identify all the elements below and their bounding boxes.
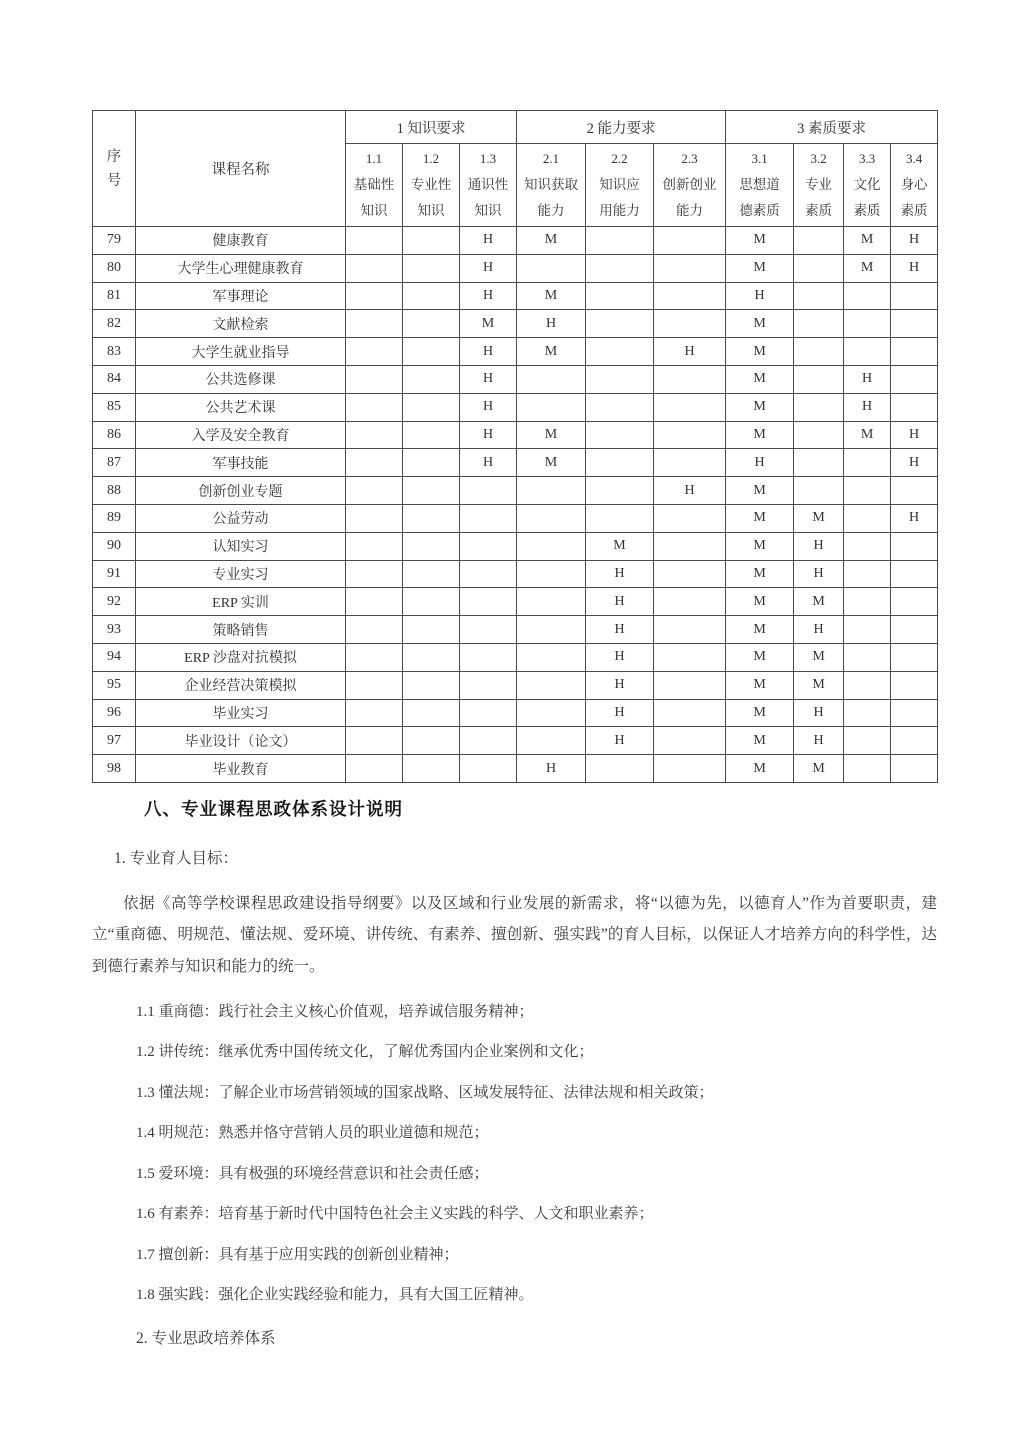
rating-cell [403,616,460,644]
row-number: 81 [93,282,136,310]
group-header-knowledge: 1 知识要求 [346,111,517,144]
table-row [93,532,938,560]
rating-cell [586,477,654,505]
goal-item: 1.6 有素养：培育基于新时代中国特色社会主义实践的科学、人文和职业素养； [136,1206,654,1223]
rating-cell [891,643,938,671]
rating-cell [844,560,891,588]
rating-cell [517,560,586,588]
table-row [93,699,938,727]
rating-cell: M [726,616,794,644]
rating-cell [517,671,586,699]
rating-cell [891,338,938,366]
rating-cell [794,227,844,255]
course-name: 认知实习 [136,532,346,560]
rating-cell [586,282,654,310]
rating-cell [586,755,654,783]
course-name: 健康教育 [136,227,346,255]
rating-cell [346,282,403,310]
rating-cell: M [726,532,794,560]
row-number: 97 [93,727,136,755]
table-row [93,588,938,616]
table-row [93,727,938,755]
table-row [93,282,938,310]
rating-cell: H [794,727,844,755]
rating-cell [794,449,844,477]
rating-cell [844,310,891,338]
course-name: 创新创业专题 [136,477,346,505]
rating-cell [346,671,403,699]
rating-cell: H [891,449,938,477]
table-row [93,449,938,477]
rating-cell [346,727,403,755]
table-row [93,227,938,255]
row-number: 86 [93,421,136,449]
rating-cell [654,643,726,671]
rating-cell [517,616,586,644]
goal-item: 1.8 强实践：强化企业实践经验和能力，具有大国工匠精神。 [136,1287,534,1304]
rating-cell: M [726,643,794,671]
course-name: 大学生就业指导 [136,338,346,366]
course-name: 毕业教育 [136,755,346,783]
rating-cell [346,560,403,588]
column-header-3.2: 3.2 专业 素质 [794,144,844,227]
rating-cell [403,588,460,616]
rating-cell [794,365,844,393]
rating-cell [794,477,844,505]
page-content [92,110,937,1348]
rating-cell [403,671,460,699]
table-row [93,643,938,671]
row-number: 90 [93,532,136,560]
rating-cell [403,254,460,282]
rating-cell [403,477,460,505]
rating-cell [403,727,460,755]
row-number: 84 [93,365,136,393]
rating-cell: M [726,365,794,393]
group-header-row [93,111,938,144]
rating-cell [844,699,891,727]
course-name: 公共选修课 [136,365,346,393]
rating-cell: H [794,532,844,560]
row-number: 95 [93,671,136,699]
rating-cell [891,560,938,588]
rating-cell [403,532,460,560]
rating-cell: M [794,504,844,532]
rating-cell [891,532,938,560]
course-name: 企业经营决策模拟 [136,671,346,699]
course-name: ERP 沙盘对抗模拟 [136,643,346,671]
course-name: 策略销售 [136,616,346,644]
rating-cell: M [726,699,794,727]
rating-cell [844,616,891,644]
rating-cell: M [794,643,844,671]
rating-cell: H [891,421,938,449]
rating-cell [844,755,891,783]
row-number: 88 [93,477,136,505]
rating-cell [346,338,403,366]
rating-cell: H [844,393,891,421]
rating-cell [403,560,460,588]
rating-cell [794,421,844,449]
rating-cell: M [726,338,794,366]
rating-cell: H [460,227,517,255]
rating-cell [891,477,938,505]
row-number: 93 [93,616,136,644]
course-name: 毕业设计（论文） [136,727,346,755]
rating-cell [891,616,938,644]
rating-cell [654,699,726,727]
rating-cell [346,227,403,255]
row-number: 79 [93,227,136,255]
rating-cell [517,504,586,532]
rating-cell [403,310,460,338]
rating-cell: H [726,282,794,310]
rating-cell [891,727,938,755]
rating-cell [403,365,460,393]
group-header-quality: 3 素质要求 [726,111,938,144]
rating-cell: M [726,254,794,282]
rating-cell [403,282,460,310]
rating-cell: M [726,227,794,255]
row-number: 87 [93,449,136,477]
rating-cell [654,449,726,477]
rating-cell: M [517,421,586,449]
rating-cell: H [891,227,938,255]
rating-cell [654,588,726,616]
column-header-2.1: 2.1 知识获取 能力 [517,144,586,227]
rating-cell [346,449,403,477]
rating-cell: H [460,393,517,421]
rating-cell: M [844,421,891,449]
row-number: 92 [93,588,136,616]
rating-cell: H [586,727,654,755]
rating-cell [586,449,654,477]
rating-cell: H [586,699,654,727]
row-number: 96 [93,699,136,727]
row-number: 94 [93,643,136,671]
rating-cell: H [517,310,586,338]
rating-cell [517,477,586,505]
rating-cell: H [460,449,517,477]
rating-cell: H [654,338,726,366]
rating-cell [517,699,586,727]
rating-cell: H [891,254,938,282]
rating-cell [844,504,891,532]
rating-cell: H [794,560,844,588]
course-name: 公益劳动 [136,504,346,532]
rating-cell [844,588,891,616]
header-seq [93,111,136,227]
rating-cell: H [794,616,844,644]
rating-cell: M [726,421,794,449]
header-seq-line2: 号 [106,172,122,189]
rating-cell [654,616,726,644]
column-header-2.3: 2.3 创新创业 能力 [654,144,726,227]
column-header-1.2: 1.2 专业性 知识 [403,144,460,227]
rating-cell: H [460,338,517,366]
course-name: 专业实习 [136,560,346,588]
rating-cell: H [460,254,517,282]
rating-cell [460,532,517,560]
rating-cell [844,449,891,477]
rating-cell [517,727,586,755]
row-number: 83 [93,338,136,366]
group-header-ability: 2 能力要求 [517,111,726,144]
rating-cell [346,616,403,644]
rating-cell: H [460,365,517,393]
rating-cell: M [726,588,794,616]
rating-cell [403,643,460,671]
intro-paragraph: 依据《高等学校课程思政建设指导纲要》以及区域和行业发展的新需求，将“以德为先，以德育人”作为首要职责，建立“重商德、明规范、懂法规、爱环境、讲传统、有素养、擅创新、强实践”的育人目标，以保证人才培养方向的科学性，达到德行素养与知识和能力的统一。 [92,894,937,975]
table-row [93,755,938,783]
rating-cell: M [586,532,654,560]
rating-cell: H [460,282,517,310]
rating-cell [891,282,938,310]
rating-cell: H [726,449,794,477]
course-name: 军事理论 [136,282,346,310]
rating-cell [844,643,891,671]
rating-cell [517,532,586,560]
rating-cell [654,671,726,699]
rating-cell: M [726,755,794,783]
rating-cell [586,421,654,449]
table-row [93,560,938,588]
rating-cell: H [586,671,654,699]
rating-cell [844,532,891,560]
rating-cell [403,393,460,421]
rating-cell [794,393,844,421]
rating-cell [403,755,460,783]
rating-cell: M [726,310,794,338]
rating-cell [460,755,517,783]
rating-cell: M [726,671,794,699]
rating-cell: H [460,421,517,449]
rating-cell [654,393,726,421]
rating-cell [586,338,654,366]
header-seq-line1: 序 [106,148,122,165]
course-name: 文献检索 [136,310,346,338]
goal-list [92,1001,937,1307]
rating-cell [346,755,403,783]
goal-item: 1.4 明规范：熟悉并恪守营销人员的职业道德和规范； [136,1125,489,1142]
rating-cell [654,421,726,449]
rating-cell [460,671,517,699]
rating-cell [346,393,403,421]
rating-cell [346,699,403,727]
rating-cell [346,532,403,560]
goal-item: 1.2 讲传统：继承优秀中国传统文化，了解优秀国内企业案例和文化； [136,1044,594,1061]
column-header-1.1: 1.1 基础性 知识 [346,144,403,227]
goal-item: 1.7 擅创新：具有基于应用实践的创新创业精神； [136,1246,459,1263]
table-row [93,477,938,505]
rating-cell: M [726,727,794,755]
rating-cell [517,588,586,616]
rating-cell [654,227,726,255]
rating-cell [844,727,891,755]
rating-cell [460,504,517,532]
rating-cell [517,393,586,421]
row-number: 80 [93,254,136,282]
rating-cell: H [586,588,654,616]
table-header [93,111,938,227]
rating-cell: M [460,310,517,338]
rating-cell: H [586,560,654,588]
rating-cell [346,365,403,393]
column-header-2.2: 2.2 知识应 用能力 [586,144,654,227]
column-header-1.3: 1.3 通识性 知识 [460,144,517,227]
rating-cell: M [517,282,586,310]
row-number: 82 [93,310,136,338]
course-name: ERP 实训 [136,588,346,616]
rating-cell: M [794,671,844,699]
rating-cell [794,254,844,282]
table-row [93,616,938,644]
course-table-body [93,227,938,783]
rating-cell [517,254,586,282]
rating-cell [654,560,726,588]
rating-cell [891,588,938,616]
table-row [93,421,938,449]
rating-cell: H [891,504,938,532]
rating-cell: M [844,227,891,255]
rating-cell [586,227,654,255]
table-row [93,671,938,699]
rating-cell: M [517,338,586,366]
goal-item: 1.5 爱环境：具有极强的环境经营意识和社会责任感； [136,1165,489,1182]
rating-cell [460,588,517,616]
rating-cell [844,338,891,366]
table-row [93,310,938,338]
rating-cell [460,699,517,727]
course-name: 大学生心理健康教育 [136,254,346,282]
rating-cell [460,643,517,671]
rating-cell [586,254,654,282]
rating-cell: H [844,365,891,393]
rating-cell: H [586,616,654,644]
rating-cell [403,699,460,727]
rating-cell: M [794,755,844,783]
course-name: 公共艺术课 [136,393,346,421]
rating-cell: M [726,504,794,532]
rating-cell [346,477,403,505]
row-number: 85 [93,393,136,421]
rating-cell [844,282,891,310]
rating-cell [586,365,654,393]
column-header-3.3: 3.3 文化 素质 [844,144,891,227]
rating-cell [403,338,460,366]
course-name: 入学及安全教育 [136,421,346,449]
rating-cell [346,643,403,671]
rating-cell [346,588,403,616]
rating-cell [654,365,726,393]
table-row [93,393,938,421]
course-name: 毕业实习 [136,699,346,727]
rating-cell [891,310,938,338]
rating-cell [654,282,726,310]
rating-cell [403,227,460,255]
rating-cell: M [726,560,794,588]
section-heading: 八、专业课程思政体系设计说明 [144,798,403,819]
rating-cell [844,671,891,699]
rating-cell [517,643,586,671]
rating-cell: M [517,227,586,255]
rating-cell [794,282,844,310]
column-header-3.4: 3.4 身心 素质 [891,144,938,227]
rating-cell: M [517,449,586,477]
rating-cell [403,421,460,449]
rating-cell: M [794,588,844,616]
rating-cell: H [654,477,726,505]
table-row [93,504,938,532]
table-row [93,338,938,366]
rating-cell [586,393,654,421]
rating-cell [654,727,726,755]
rating-cell [891,393,938,421]
rating-cell [517,365,586,393]
rating-cell [346,504,403,532]
rating-cell: M [726,477,794,505]
table-row [93,254,938,282]
rating-cell [460,616,517,644]
column-header-3.1: 3.1 思想道 德素质 [726,144,794,227]
rating-cell: H [794,699,844,727]
row-number: 91 [93,560,136,588]
goal-item: 1.3 懂法规：了解企业市场营销领域的国家战略、区域发展特征、法律法规和相关政策； [136,1084,714,1101]
rating-cell [460,477,517,505]
rating-cell [460,560,517,588]
rating-cell [654,504,726,532]
rating-cell: M [726,393,794,421]
rating-cell [586,310,654,338]
rating-cell [654,254,726,282]
rating-cell [891,671,938,699]
rating-cell [403,449,460,477]
rating-cell [654,755,726,783]
header-course-name: 课程名称 [136,111,346,227]
goal-item: 1.1 重商德：践行社会主义核心价值观，培养诚信服务精神； [136,1003,534,1020]
rating-cell [346,310,403,338]
rating-cell [346,254,403,282]
rating-cell: H [586,643,654,671]
course-requirements-table [92,110,938,783]
rating-cell [403,504,460,532]
rating-cell [654,310,726,338]
subsection-2-title: 2. 专业思政培养体系 [136,1330,276,1348]
course-name: 军事技能 [136,449,346,477]
row-number: 98 [93,755,136,783]
rating-cell [654,532,726,560]
rating-cell: H [517,755,586,783]
rating-cell [891,699,938,727]
rating-cell [460,727,517,755]
row-number: 89 [93,504,136,532]
rating-cell [891,365,938,393]
rating-cell [794,310,844,338]
subsection-1-title: 1. 专业育人目标： [114,849,239,867]
rating-cell: M [844,254,891,282]
rating-cell [891,755,938,783]
rating-cell [794,338,844,366]
table-row [93,365,938,393]
rating-cell [346,421,403,449]
rating-cell [586,504,654,532]
rating-cell [844,477,891,505]
